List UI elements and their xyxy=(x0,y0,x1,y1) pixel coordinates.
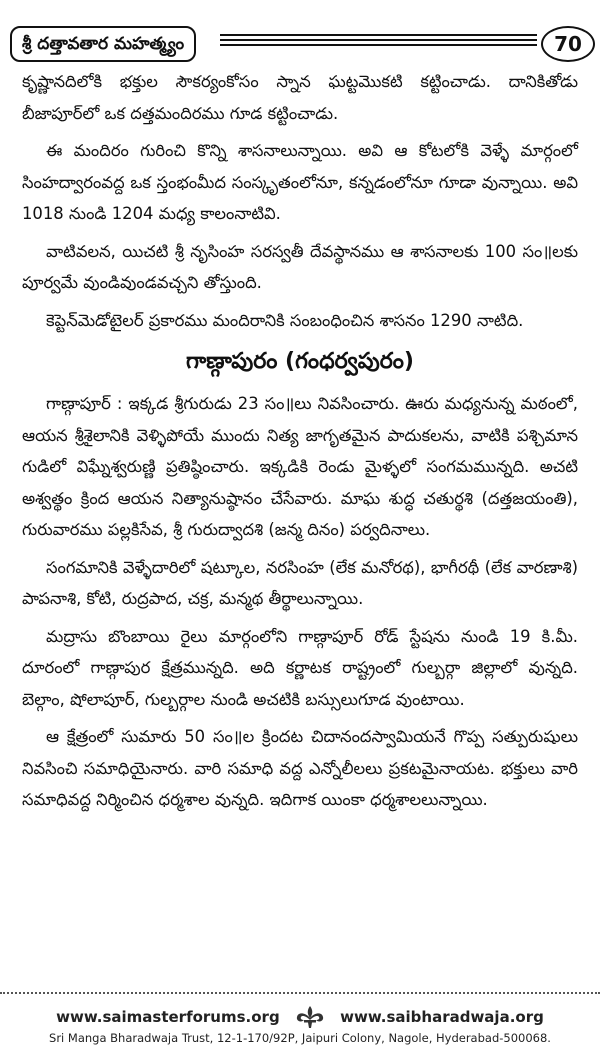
book-title: శ్రీ దత్తావతార మహత్మ్యం xyxy=(10,26,196,62)
section-heading: గాణ్గాపురం (గంధర్వపురం) xyxy=(186,349,414,374)
footer-links xyxy=(0,1004,600,1030)
trust-address: Sri Manga Bharadwaja Trust, 12-1-170/92P, Jaipuri Colony, Nagole, Hyderabad-500068. xyxy=(49,1031,551,1045)
page-footer xyxy=(0,1004,600,1046)
fleur-de-lis-icon xyxy=(293,1004,327,1030)
footer-link-saimasterforums[interactable]: www.saimasterforums.org xyxy=(56,1008,280,1026)
footer-divider xyxy=(0,992,600,994)
paragraph: వాటివలన, యిచటి శ్రీ నృసింహ సరస్వతీ దేవస్థానము ఆ శాసనాలకు 100 సం॥లకు పూర్వమే వుండివుండవచ్చని తోస్తుంది. xyxy=(22,241,578,292)
paragraph: ఈ మందిరం గురించి కొన్ని శాసనాలున్నాయి. అవి ఆ కోటలోకి వెళ్ళే మార్గంలో సింహద్వారంవద్ద ఒక స్తంభంమీద సంస్కృతంలోనూ, కన్నడంలోనూ గూడా వున్నాయి. అవి 1018 నుండి 1204 మధ్య కాలంనాటివి. xyxy=(22,141,578,223)
footer-link-saibharadwaja[interactable]: www.saibharadwaja.org xyxy=(340,1008,544,1026)
page-body xyxy=(22,66,578,822)
paragraph: గాణ్గాపూర్ : ఇక్కడ శ్రీగురుడు 23 సం॥లు నివసించారు. ఊరు మధ్యనున్న మఠంలో, ఆయన శ్రీశైలానికి వెళ్ళిపోయే ముందు నిత్య జాగృతమైన పాదుకలను, వాటికి పశ్చిమాన గుడిలో విఘ్నేశ్వరుణ్ణి ప్రతిష్ఠించారు. ఇక్కడికి రెండు మైళ్ళలో సంగమమున్నది. అచటి అశ్వత్థం క్రింద ఆయన నిత్యానుష్ఠానం చేసేవారు. మాఘ శుద్ధ చతుర్థశి (దత్తజయంతి), గురువారము పల్లకిసేవ, శ్రీ గురుద్వాదశి (జన్మ దినం) పర్వదినాలు. xyxy=(22,394,578,539)
paragraph: కెప్టెన్‌మెడోటైలర్ ప్రకారము మందిరానికి సంబంధించిన శాసనం 1290 నాటిది. xyxy=(46,310,524,330)
header-rule-lines xyxy=(220,34,537,52)
paragraph: కృష్ణానదిలోకి భక్తుల సౌకర్యంకోసం స్నాన ఘట్టమొకటి కట్టించాడు. దానికితోడు బీజాపూర్‌లో ఒక దత్తమందిరము గూడ కట్టించాడు. xyxy=(22,72,578,123)
page-number: 70 xyxy=(541,26,595,62)
paragraph: ఆ క్షేత్రంలో సుమారు 50 సం॥ల క్రిందట చిదానందస్వామియనే గొప్ప సత్పురుషులు నివసించి సమాధియైనారు. వారి సమాధి వద్ద ఎన్నోలీలలు ప్రకటమైనాయట. భక్తులు వారి సమాధివద్ద నిర్మించిన ధర్మశాల వున్నది. ఇదిగాక యింకా ధర్మశాలలున్నాయి. xyxy=(22,727,578,809)
page-header xyxy=(10,26,595,62)
paragraph: మద్రాసు బొంబాయి రైలు మార్గంలోని గాణ్గాపూర్ రోడ్ స్టేషను నుండి 19 కి.మీ. దూరంలో గాణ్గాపుర క్షేత్రమున్నది. అది కర్ణాటక రాష్ట్రంలో గుల్బర్గా జిల్లాలో వున్నది. బెల్గాం, షోలాపూర్, గుల్బర్గాల నుండి అచటికి బస్సులుగూడ వుంటాయి. xyxy=(22,626,578,709)
paragraph: సంగమానికి వెళ్ళేదారిలో షట్కూల, నరసింహ (లేక మనోరథ), భాగీరథీ (లేక వారణాశి) పాపనాశి, కోటి, రుద్రపాద, చక్ర, మన్మథ తీర్థాలున్నాయి. xyxy=(22,557,578,608)
